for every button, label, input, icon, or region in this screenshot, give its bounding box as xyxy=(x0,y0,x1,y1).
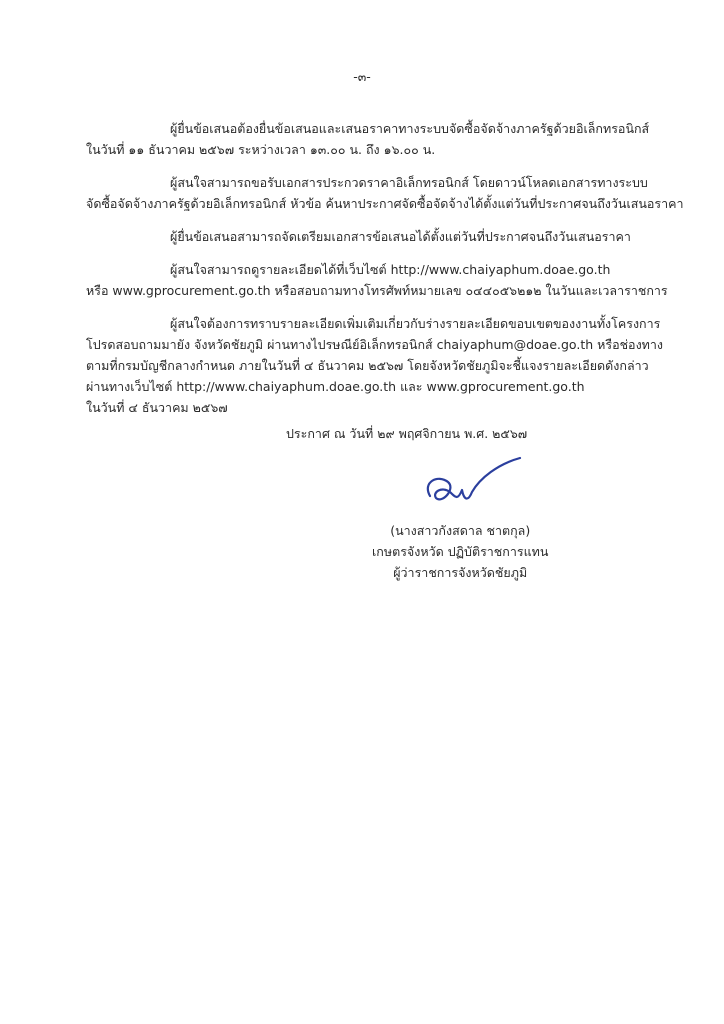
paragraph-line: จัดซื้อจัดจ้างภาครัฐด้วยอิเล็กทรอนิกส์ หัวข้อ ค้นหาประกาศจัดซื้อจัดจ้างได้ตั้งแต่วันที่ประกาศจนถึงวันเสนอราคา xyxy=(86,196,684,211)
paragraph-line: ผู้สนใจต้องการทราบรายละเอียดเพิ่มเติมเกี่ยวกับร่างรายละเอียดขอบเขตของงานทั้งโครงการ xyxy=(170,316,661,331)
paragraph-line: ในวันที่ ๑๑ ธันวาคม ๒๕๖๗ ระหว่างเวลา ๑๓.๐๐ น. ถึง ๑๖.๐๐ น. xyxy=(86,142,436,157)
paragraph-line: โปรดสอบถามมายัง จังหวัดชัยภูมิ ผ่านทางไปรษณีย์อิเล็กทรอนิกส์ chaiyaphum@doae.go.th หรือช่องทาง xyxy=(86,337,664,352)
paragraph-submission xyxy=(86,118,650,160)
paragraph-line: ตามที่กรมบัญชีกลางกำหนด ภายในวันที่ ๔ ธันวาคม ๒๕๖๗ โดยจังหวัดชัยภูมิจะชี้แจงรายละเอียดดังกล่าว xyxy=(86,358,649,373)
paragraph-documents xyxy=(86,172,684,214)
handwritten-signature xyxy=(408,456,528,516)
paragraph-website xyxy=(86,259,668,301)
announcement-date: ประกาศ ณ วันที่ ๒๙ พฤศจิกายน พ.ศ. ๒๕๖๗ xyxy=(286,426,528,441)
paragraph-preparation xyxy=(86,226,646,247)
paragraph-line: หรือ www.gprocurement.go.th หรือสอบถามทางโทรศัพท์หมายเลข ๐๔๔๐๕๖๒๑๒ ในวันและเวลาราชการ xyxy=(86,283,668,298)
body-text xyxy=(86,118,684,430)
paragraph-line: ผู้ยื่นข้อเสนอต้องยื่นข้อเสนอและเสนอราคาทางระบบจัดซื้อจัดจ้างภาครัฐด้วยอิเล็กทรอนิกส์ xyxy=(170,121,650,136)
page-number: -๓- xyxy=(353,69,371,84)
signer-position: เกษตรจังหวัด ปฏิบัติราชการแทน xyxy=(372,544,549,559)
paragraph-inquiries xyxy=(86,313,664,418)
paragraph-line: ผู้ยื่นข้อเสนอสามารถจัดเตรียมเอกสารข้อเสนอได้ตั้งแต่วันที่ประกาศจนถึงวันเสนอราคา xyxy=(170,229,631,244)
signer-name: (นางสาวกังสดาล ชาตกุล) xyxy=(390,523,531,538)
signer-block xyxy=(372,520,548,583)
paragraph-line: ในวันที่ ๔ ธันวาคม ๒๕๖๗ xyxy=(86,400,228,415)
paragraph-line: ผ่านทางเว็บไซต์ http://www.chaiyaphum.doae.go.th และ www.gprocurement.go.th xyxy=(86,379,585,394)
paragraph-line: ผู้สนใจสามารถขอรับเอกสารประกวดราคาอิเล็กทรอนิกส์ โดยดาวน์โหลดเอกสารทางระบบ xyxy=(170,175,648,190)
paragraph-line: ผู้สนใจสามารถดูรายละเอียดได้ที่เว็บไซต์ http://www.chaiyaphum.doae.go.th xyxy=(170,262,611,277)
signer-on-behalf: ผู้ว่าราชการจังหวัดชัยภูมิ xyxy=(393,565,528,580)
signature-stroke xyxy=(428,458,520,499)
